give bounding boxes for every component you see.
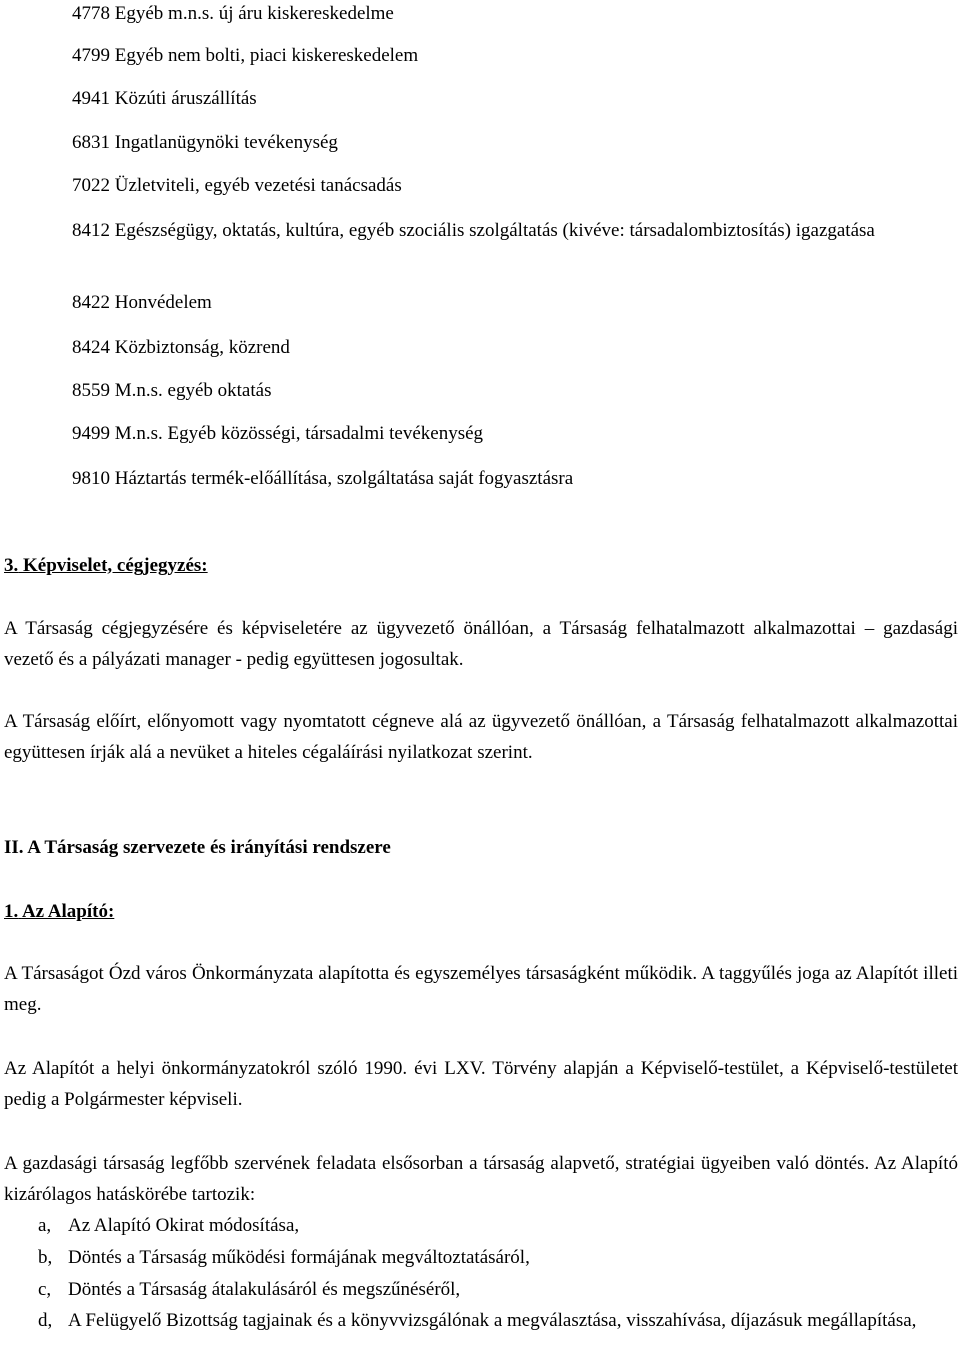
list-item <box>38 1305 958 1336</box>
activity-item: 8559 M.n.s. egyéb oktatás <box>72 380 272 401</box>
activity-item: 8424 Közbiztonság, közrend <box>72 337 290 358</box>
section-heading <box>4 554 208 578</box>
activity-item: 7022 Üzletviteli, egyéb vezetési tanácsadás <box>72 175 402 196</box>
section-title: Az Alapító: <box>21 901 115 922</box>
paragraph: A Társaság cégjegyzésére és képviseletére az ügyvezető önállóan, a Társaság felhatalmazott alkalmazottai – gazdasági vezető és a pályázati manager - pedig együttesen jogosultak. <box>4 618 958 670</box>
section-number: 3. <box>4 555 19 576</box>
section-title: Képviselet, cégjegyzés: <box>23 555 208 576</box>
list-text: Döntés a Társaság átalakulásáról és megszűnéséről, <box>68 1279 461 1300</box>
paragraph: A Társaság előírt, előnyomott vagy nyomtatott cégneve alá az ügyvezető önállóan, a Társaság felhatalmazott alkalmazottai együttesen írják alá a nevüket a hiteles cégaláírási nyilatkozat szerint. <box>4 711 958 763</box>
list-marker: a, <box>38 1215 52 1236</box>
list-item <box>38 1242 958 1273</box>
activity-item: 4941 Közúti áruszállítás <box>72 88 257 109</box>
list-item <box>38 1274 958 1305</box>
activity-item: 9810 Háztartás termék-előállítása, szolgáltatása saját fogyasztásra <box>72 468 574 489</box>
chapter-title: II. A Társaság szervezete és irányítási rendszere <box>4 837 391 858</box>
section-number: 1. <box>4 901 19 922</box>
activity-item: 8422 Honvédelem <box>72 292 212 313</box>
section-heading <box>4 900 114 924</box>
list-text: A Felügyelő Bizottság tagjainak és a könyvvizsgálónak a megválasztása, visszahívása, díjazásuk megállapítása, <box>68 1310 917 1331</box>
paragraph: A gazdasági társaság legfőbb szervének feladata elsősorban a társaság alapvető, stratégiai ügyeiben való döntés. Az Alapító kizárólagos hatáskörébe tartozik: <box>4 1153 958 1205</box>
activity-item: 8412 Egészségügy, oktatás, kultúra, egyéb szociális szolgáltatás (kivéve: társadalombiztosítás) igazgatása <box>72 220 875 241</box>
list-item <box>38 1210 958 1241</box>
list-text: Döntés a Társaság működési formájának megváltoztatásáról, <box>68 1247 530 1268</box>
list-text: Az Alapító Okirat módosítása, <box>68 1215 300 1236</box>
paragraph: A Társaságot Ózd város Önkormányzata alapította és egyszemélyes társaságként működik. A taggyűlés joga az Alapítót illeti meg. <box>4 963 958 1015</box>
activity-item: 6831 Ingatlanügynöki tevékenység <box>72 132 338 153</box>
list-marker: c, <box>38 1279 52 1300</box>
list-marker: b, <box>38 1247 53 1268</box>
activity-item: 4778 Egyéb m.n.s. új áru kiskereskedelme <box>72 3 394 24</box>
paragraph: Az Alapítót a helyi önkormányzatokról szóló 1990. évi LXV. Törvény alapján a Képviselő-testület, a Képviselő-testületet pedig a Polgármester képviseli. <box>4 1058 958 1110</box>
list-marker: d, <box>38 1310 53 1331</box>
activity-item: 4799 Egyéb nem bolti, piaci kiskereskedelem <box>72 45 419 66</box>
activity-item: 9499 M.n.s. Egyéb közösségi, társadalmi tevékenység <box>72 423 484 444</box>
